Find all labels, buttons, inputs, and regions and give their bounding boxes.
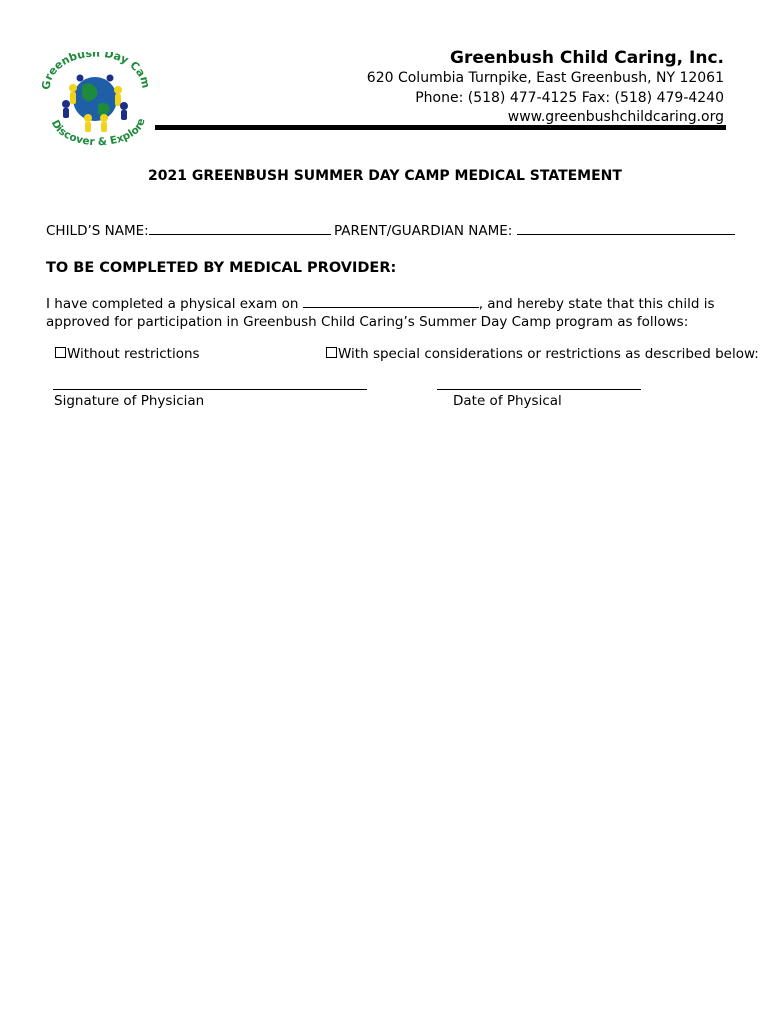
date-label: Date of Physical	[453, 393, 562, 409]
parent-name-field[interactable]	[517, 233, 735, 235]
statement-part-1: I have completed a physical exam on	[46, 296, 299, 312]
date-field[interactable]	[437, 389, 641, 390]
child-name-field[interactable]	[149, 233, 331, 235]
organization-name: Greenbush Child Caring, Inc.	[449, 48, 724, 68]
child-name-label: CHILD’S NAME:	[46, 223, 149, 239]
checkbox-without-restrictions[interactable]	[55, 347, 66, 358]
header-divider	[155, 125, 726, 130]
parent-name-label: PARENT/GUARDIAN NAME:	[334, 223, 513, 239]
option-with-restrictions[interactable]	[326, 346, 759, 362]
logo-bottom-text: Discover & Explore	[48, 117, 148, 148]
option-without-restrictions[interactable]	[55, 346, 200, 362]
child-name-row	[46, 223, 331, 239]
form-title: 2021 GREENBUSH SUMMER DAY CAMP MEDICAL STATEMENT	[148, 168, 622, 184]
signature-label: Signature of Physician	[54, 393, 205, 409]
camp-logo	[38, 52, 150, 148]
website-link[interactable]: www.greenbushchildcaring.org	[507, 109, 724, 125]
statement-part-2: , and hereby state that this child is	[478, 296, 715, 312]
parent-name-row	[334, 223, 735, 239]
svg-text:Discover & Explore	[49, 117, 148, 148]
section-heading: TO BE COMPLETED BY MEDICAL PROVIDER:	[46, 260, 397, 276]
statement-line-2: approved for participation in Greenbush Child Caring’s Summer Day Camp program as follows:	[46, 314, 689, 330]
statement-line-1	[46, 296, 715, 312]
phone-fax: Phone: (518) 477-4125 Fax: (518) 479-4240	[415, 90, 724, 106]
logo-graphic	[38, 52, 150, 148]
option-with-label: With special considerations or restrictions as described below:	[338, 346, 759, 362]
logo-top-text: Greenbush Day Ca	[39, 52, 148, 91]
checkbox-with-restrictions[interactable]	[326, 347, 337, 358]
option-without-label: Without restrictions	[67, 346, 200, 362]
exam-date-field[interactable]	[303, 306, 479, 308]
signature-field[interactable]	[53, 389, 367, 390]
address: 620 Columbia Turnpike, East Greenbush, NY 12061	[366, 70, 724, 86]
